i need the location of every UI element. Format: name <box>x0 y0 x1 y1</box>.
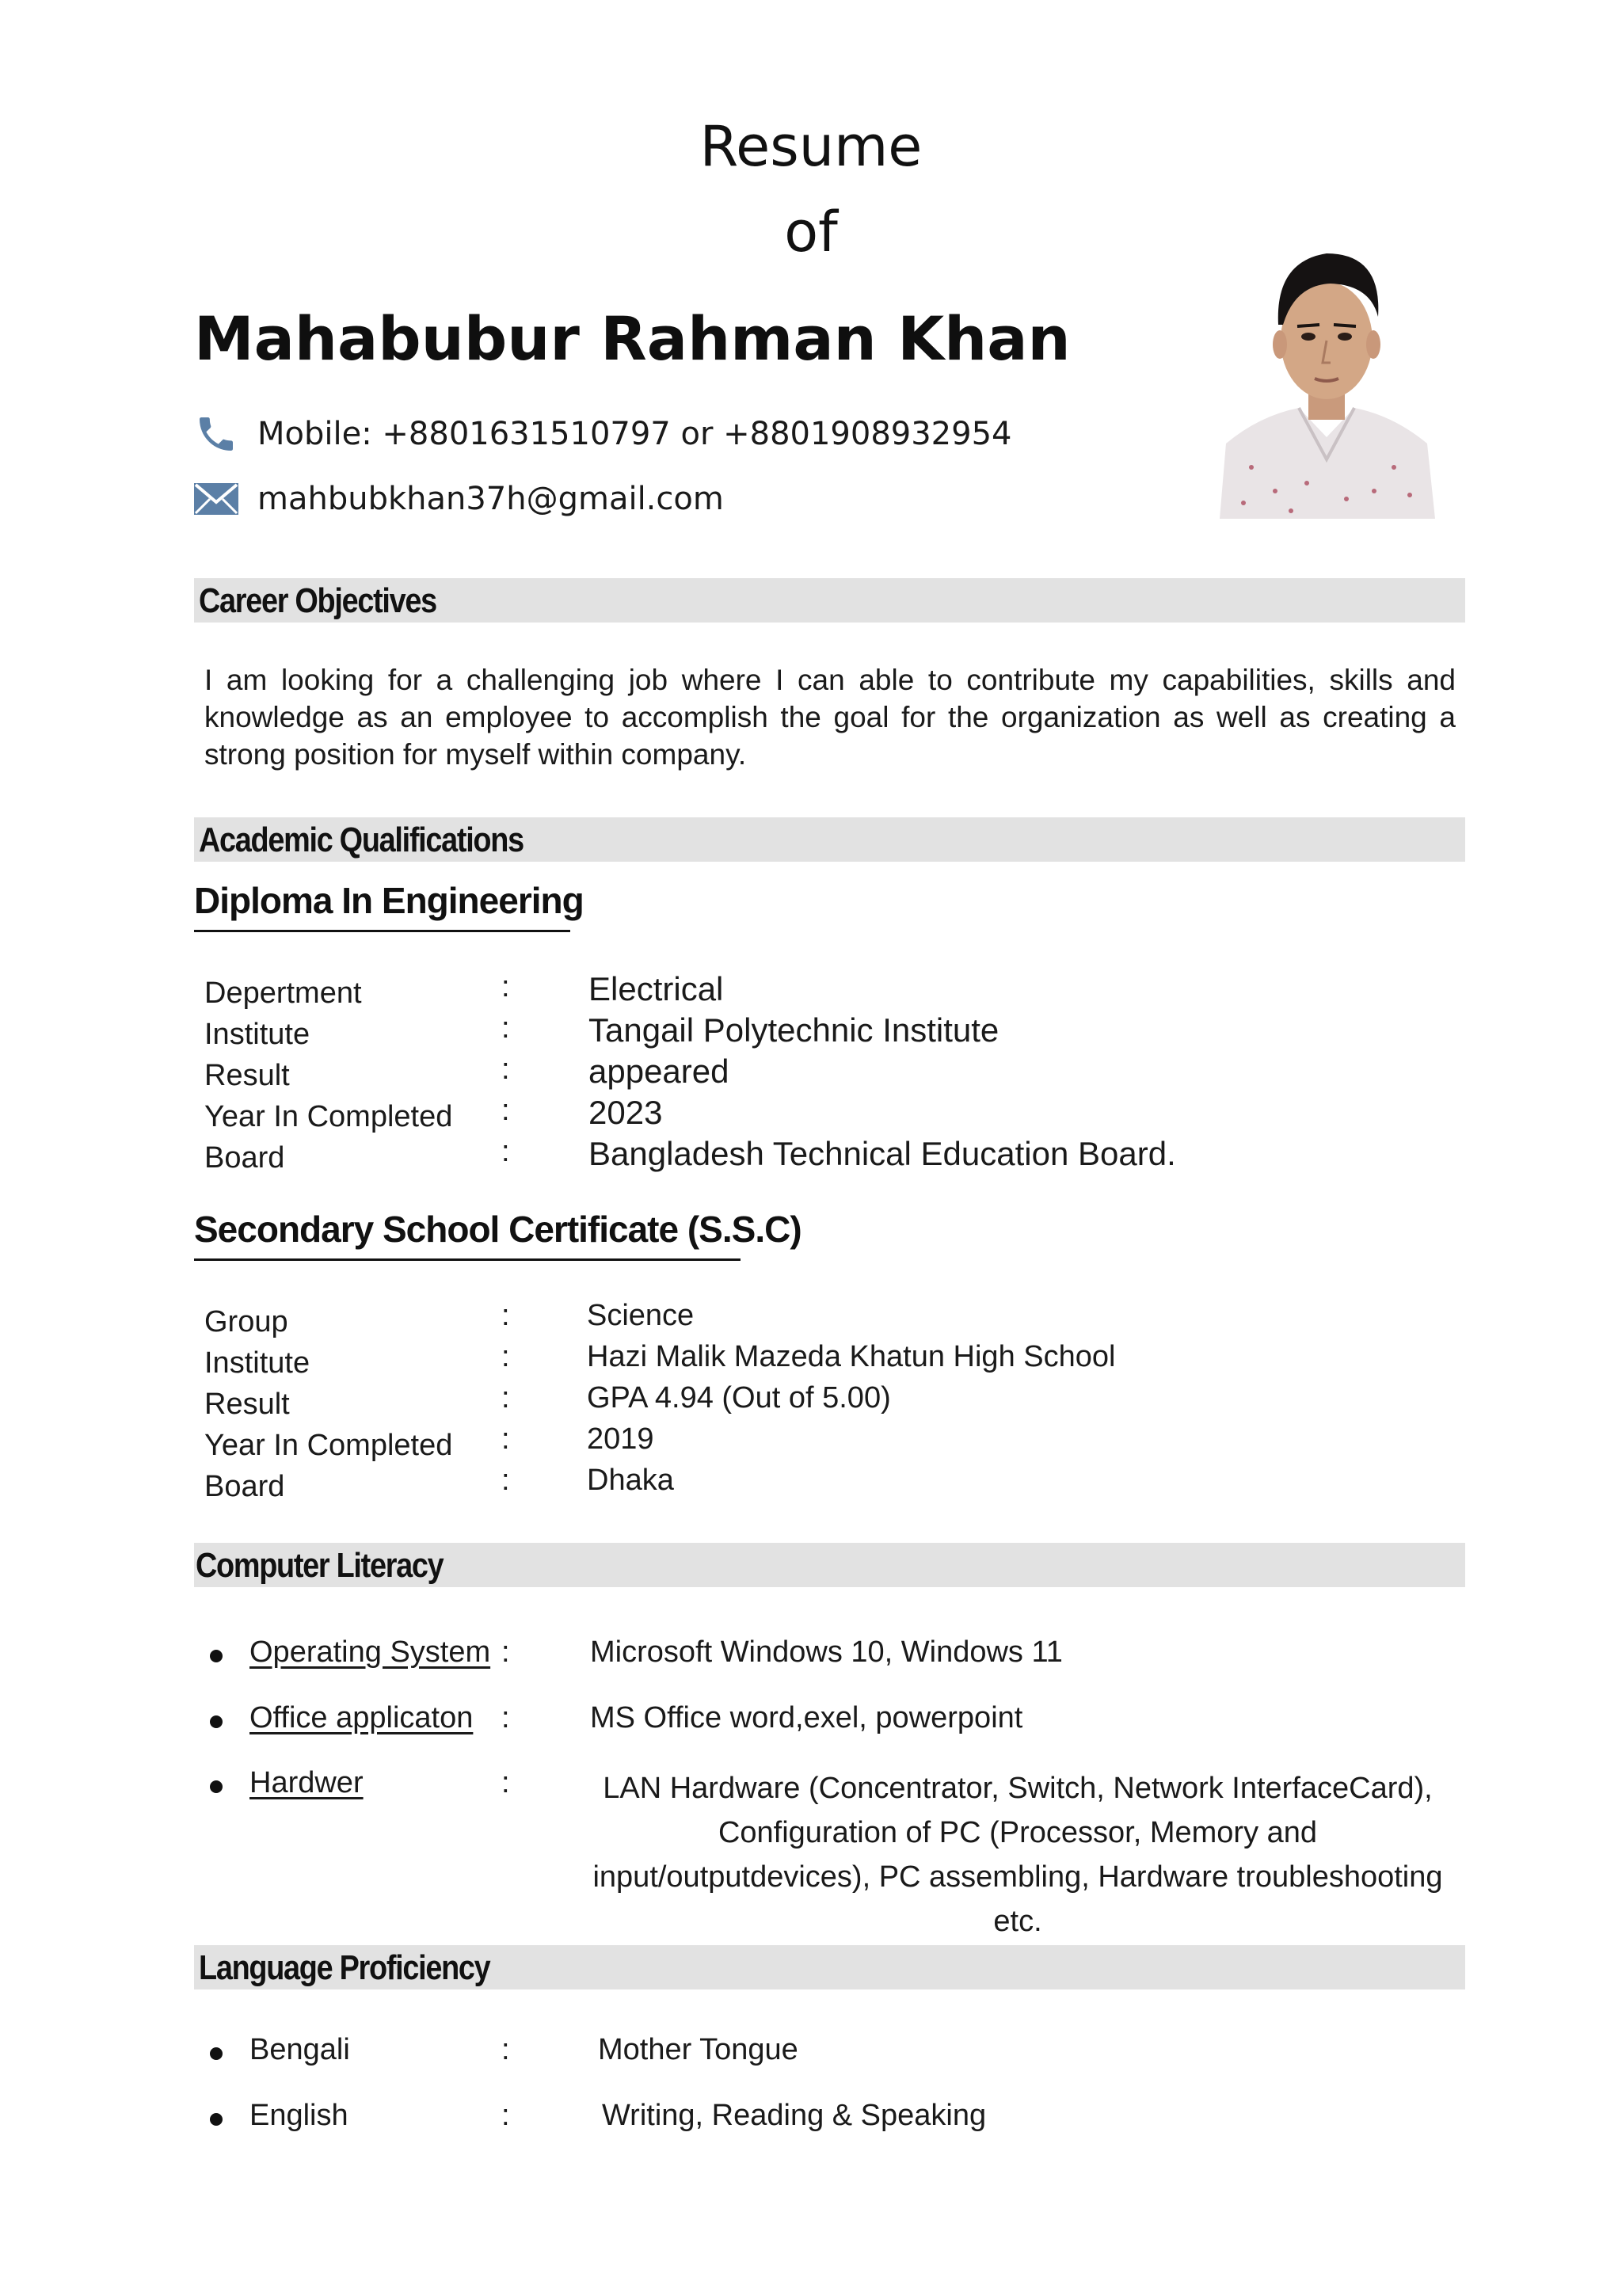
bullet-icon <box>210 2113 223 2126</box>
profile-photo <box>1212 230 1441 519</box>
diploma-row <box>204 1011 1392 1053</box>
diploma-key: Institute <box>204 1018 310 1051</box>
diploma-row <box>204 1135 1392 1176</box>
career-objectives-title: Career Objectives <box>199 581 436 620</box>
diploma-key: Result <box>204 1059 290 1092</box>
diploma-key: Year In Completed <box>204 1100 453 1133</box>
ssc-value: Hazi Malik Mazeda Khatun High School <box>587 1340 1116 1373</box>
ssc-heading: Secondary School Certificate (S.S.C) <box>194 1208 741 1261</box>
ssc-row <box>204 1464 1392 1505</box>
ssc-value: Dhaka <box>587 1464 674 1497</box>
diploma-key: Board <box>204 1141 285 1175</box>
ssc-row <box>204 1299 1392 1340</box>
bullet-icon <box>210 1650 223 1662</box>
language-value: Mother Tongue <box>598 2033 798 2066</box>
ssc-row <box>204 1340 1392 1381</box>
diploma-value: Electrical <box>588 970 724 1007</box>
diploma-value: Bangladesh Technical Education Board. <box>588 1135 1176 1172</box>
ssc-key: Year In Completed <box>204 1429 453 1462</box>
diploma-heading: Diploma In Engineering <box>194 879 570 932</box>
language-key: Bengali <box>249 2033 350 2066</box>
ssc-sep: : <box>501 1464 510 1497</box>
resume-title: Resume <box>699 114 923 179</box>
diploma-sep: : <box>501 1135 510 1168</box>
language-sep: : <box>501 2033 510 2066</box>
list-item <box>210 2099 1477 2143</box>
ssc-row <box>204 1381 1392 1422</box>
language-proficiency-bar <box>194 1945 1465 1989</box>
skill-sep: : <box>501 1766 510 1799</box>
ssc-value: GPA 4.94 (Out of 5.00) <box>587 1381 891 1415</box>
skill-value: MS Office word,exel, powerpoint <box>590 1701 1023 1734</box>
career-objective-text: I am looking for a challenging job where I can able to contribute my capabilities, skills and knowledge as an employee to accomplish the goal for the organization as well as creating a strong position for myself within company. <box>204 664 1456 771</box>
diploma-sep: : <box>501 1094 510 1127</box>
language-proficiency-title: Language Proficiency <box>199 1948 490 1987</box>
ssc-key: Institute <box>204 1346 310 1380</box>
diploma-value: appeared <box>588 1053 729 1090</box>
resume-title-of: of <box>784 200 838 265</box>
language-sep: : <box>501 2099 510 2132</box>
ssc-value: 2019 <box>587 1422 654 1456</box>
diploma-value: Tangail Polytechnic Institute <box>588 1011 999 1049</box>
mobile-row <box>194 408 1011 460</box>
diploma-sep: : <box>501 1011 510 1045</box>
ssc-sep: : <box>501 1422 510 1456</box>
list-item <box>210 1701 1477 1746</box>
ssc-key: Group <box>204 1305 288 1338</box>
ssc-sep: : <box>501 1381 510 1415</box>
diploma-sep: : <box>501 1053 510 1086</box>
phone-icon <box>194 410 238 458</box>
diploma-sep: : <box>501 970 510 1003</box>
mobile-text: Mobile: +8801631510797 or +8801908932954 <box>257 416 1012 452</box>
email-row <box>194 473 724 525</box>
language-key: English <box>249 2099 348 2132</box>
computer-literacy-title: Computer Literacy <box>196 1546 444 1585</box>
skill-key: Operating System <box>249 1635 491 1669</box>
academic-qualifications-title: Academic Qualifications <box>199 821 524 859</box>
ssc-key: Result <box>204 1388 290 1421</box>
skill-value: LAN Hardware (Concentrator, Switch, Network InterfaceCard), Configuration of PC (Processor, Memory and input/outputdevices), PC assembling, Hardware troubleshooting etc. <box>592 1772 1443 1938</box>
diploma-key: Depertment <box>204 977 362 1010</box>
list-item <box>210 2033 1477 2077</box>
email-text: mahbubkhan37h@gmail.com <box>257 481 724 517</box>
skill-sep: : <box>501 1635 510 1669</box>
skill-key: Office applicaton <box>249 1701 474 1734</box>
bullet-icon <box>210 1780 223 1793</box>
bullet-icon <box>210 2047 223 2060</box>
ssc-row <box>204 1422 1392 1464</box>
computer-literacy-bar <box>194 1543 1465 1587</box>
ssc-value: Science <box>587 1299 695 1332</box>
diploma-row <box>204 1053 1392 1094</box>
envelope-icon <box>194 475 238 523</box>
career-objectives-bar <box>194 578 1465 623</box>
bullet-icon <box>210 1715 223 1728</box>
skill-value: Microsoft Windows 10, Windows 11 <box>590 1635 1063 1669</box>
ssc-sep: : <box>501 1340 510 1373</box>
list-item <box>210 1766 1477 1938</box>
diploma-value: 2023 <box>588 1094 663 1131</box>
list-item <box>210 1635 1477 1680</box>
ssc-sep: : <box>501 1299 510 1332</box>
skill-sep: : <box>501 1701 510 1734</box>
candidate-name: Mahabubur Rahman Khan <box>194 303 1071 374</box>
academic-qualifications-bar <box>194 817 1465 862</box>
ssc-key: Board <box>204 1470 285 1503</box>
language-value: Writing, Reading & Speaking <box>602 2099 987 2132</box>
diploma-row <box>204 970 1392 1011</box>
diploma-row <box>204 1094 1392 1135</box>
skill-key: Hardwer <box>249 1766 364 1799</box>
